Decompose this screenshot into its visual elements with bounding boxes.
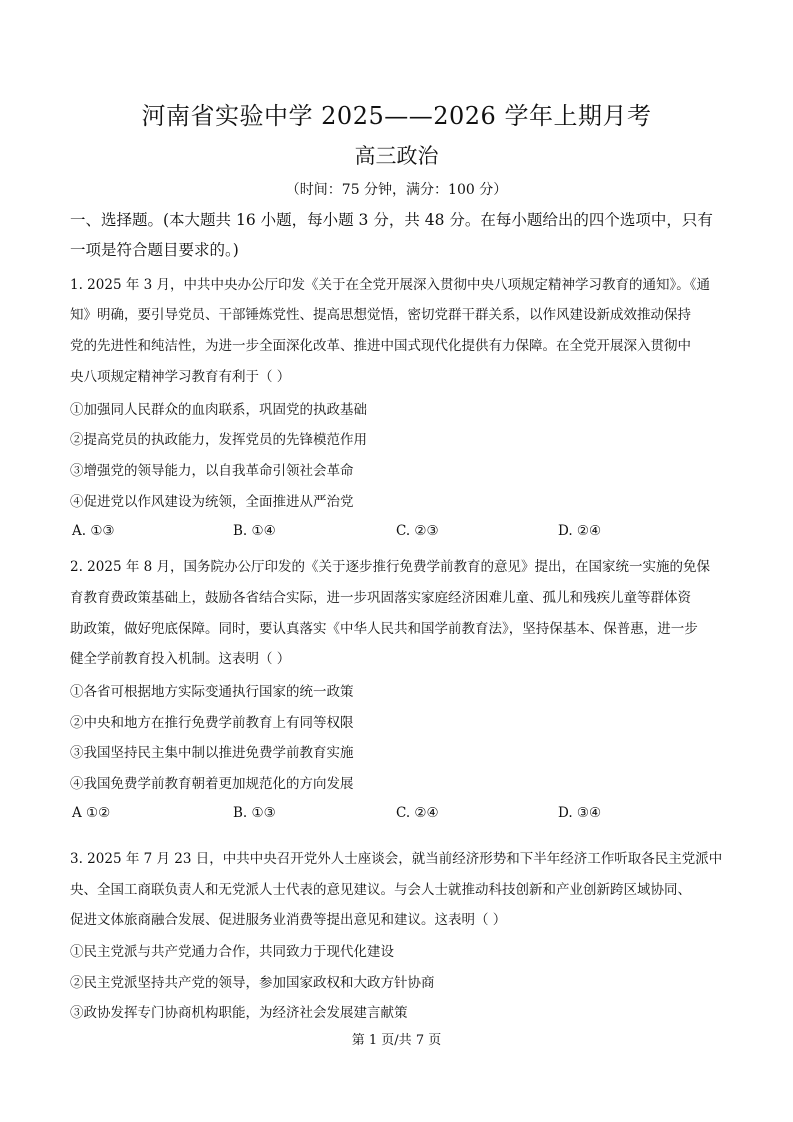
q1-stem-line-3: 党的先进性和纯洁性，为进一步全面深化改革、推进中国式现代化提供有力保障。在全党开展深入贯彻中 xyxy=(70,338,691,354)
q1-statement-3: ③增强党的领导能力，以自我革命引领社会革命 xyxy=(70,463,354,479)
q2-stem-line-3: 助政策，做好兜底保障。同时，要认真落实《中华人民共和国学前教育法》，坚持保基本、保普惠，进一步 xyxy=(70,621,698,637)
q1-option-c[interactable]: C. ②③ xyxy=(396,523,439,539)
q2-statement-1: ①各省可根据地方实际变通执行国家的统一政策 xyxy=(70,684,354,700)
section-instruction-line-1: 一、选择题。(本大题共 16 小题，每小题 3 分，共 48 分。在每小题给出的四个选项中，只有 xyxy=(70,211,713,229)
q2-statement-2: ②中央和地方在推行免费学前教育上有同等权限 xyxy=(70,715,354,731)
q3-statement-2: ②民主党派坚持共产党的领导，参加国家政权和大政方针协商 xyxy=(70,975,435,991)
q2-stem-line-2: 育教育费政策基础上，鼓励各省结合实际，进一步巩固落实家庭经济困难儿童、孤儿和残疾儿童等群体资 xyxy=(70,590,691,606)
q1-stem-line-2: 知》明确，要引导党员、干部锤炼党性、提高思想觉悟，密切党群干群关系，以作风建设新成效推动保持 xyxy=(70,307,691,323)
q1-statement-1: ①加强同人民群众的血肉联系，巩固党的执政基础 xyxy=(70,402,367,418)
q1-statement-4: ④促进党以作风建设为统领，全面推进从严治党 xyxy=(70,494,354,510)
q1-option-d[interactable]: D. ②④ xyxy=(558,523,602,539)
q2-option-b[interactable]: B. ①③ xyxy=(233,805,276,821)
q2-statement-3: ③我国坚持民主集中制以推进免费学前教育实施 xyxy=(70,745,354,761)
q1-stem-line-4: 央八项规定精神学习教育有利于（ ） xyxy=(70,369,291,385)
q1-stem-line-1: 1. 2025 年 3 月，中共中央办公厅印发《关于在全党开展深入贯彻中央八项规定精神学习教育的通知》。《通 xyxy=(70,277,710,293)
q3-stem-line-1: 3. 2025 年 7 月 23 日，中共中央召开党外人士座谈会，就当前经济形势和下半年经济工作听取各民主党派中 xyxy=(70,851,723,867)
exam-title: 河南省实验中学 2025——2026 学年上期月考 xyxy=(141,102,652,130)
section-instruction-line-2: 一项是符合题目要求的。) xyxy=(70,241,239,259)
q3-stem-line-3: 促进文体旅商融合发展、促进服务业消费等提出意见和建议。这表明（ ） xyxy=(70,912,507,928)
q3-statement-1: ①民主党派与共产党通力合作，共同致力于现代化建设 xyxy=(70,944,394,960)
exam-meta: （时间：75 分钟，满分：100 分） xyxy=(285,182,508,198)
q2-statement-4: ④我国免费学前教育朝着更加规范化的方向发展 xyxy=(70,776,354,792)
q3-statement-3: ③政协发挥专门协商机构职能，为经济社会发展建言献策 xyxy=(70,1005,408,1021)
q2-stem-line-4: 健全学前教育投入机制。这表明（ ） xyxy=(70,651,291,667)
q1-option-b[interactable]: B. ①④ xyxy=(233,523,276,539)
q1-option-a[interactable]: A. ①③ xyxy=(72,523,115,539)
exam-subject: 高三政治 xyxy=(354,144,439,168)
q2-option-a[interactable]: A ①② xyxy=(72,805,111,821)
page-footer: 第 1 页/共 7 页 xyxy=(351,1033,442,1048)
q2-option-d[interactable]: D. ③④ xyxy=(558,805,602,821)
q3-stem-line-2: 央、全国工商联负责人和无党派人士代表的意见建议。与会人士就推动科技创新和产业创新跨区域协同、 xyxy=(70,882,691,898)
q1-statement-2: ②提高党员的执政能力，发挥党员的先锋模范作用 xyxy=(70,432,367,448)
q2-option-c[interactable]: C. ②④ xyxy=(396,805,439,821)
q2-stem-line-1: 2. 2025 年 8 月，国务院办公厅印发的《关于逐步推行免费学前教育的意见》提出，在国家统一实施的免保 xyxy=(70,559,710,575)
